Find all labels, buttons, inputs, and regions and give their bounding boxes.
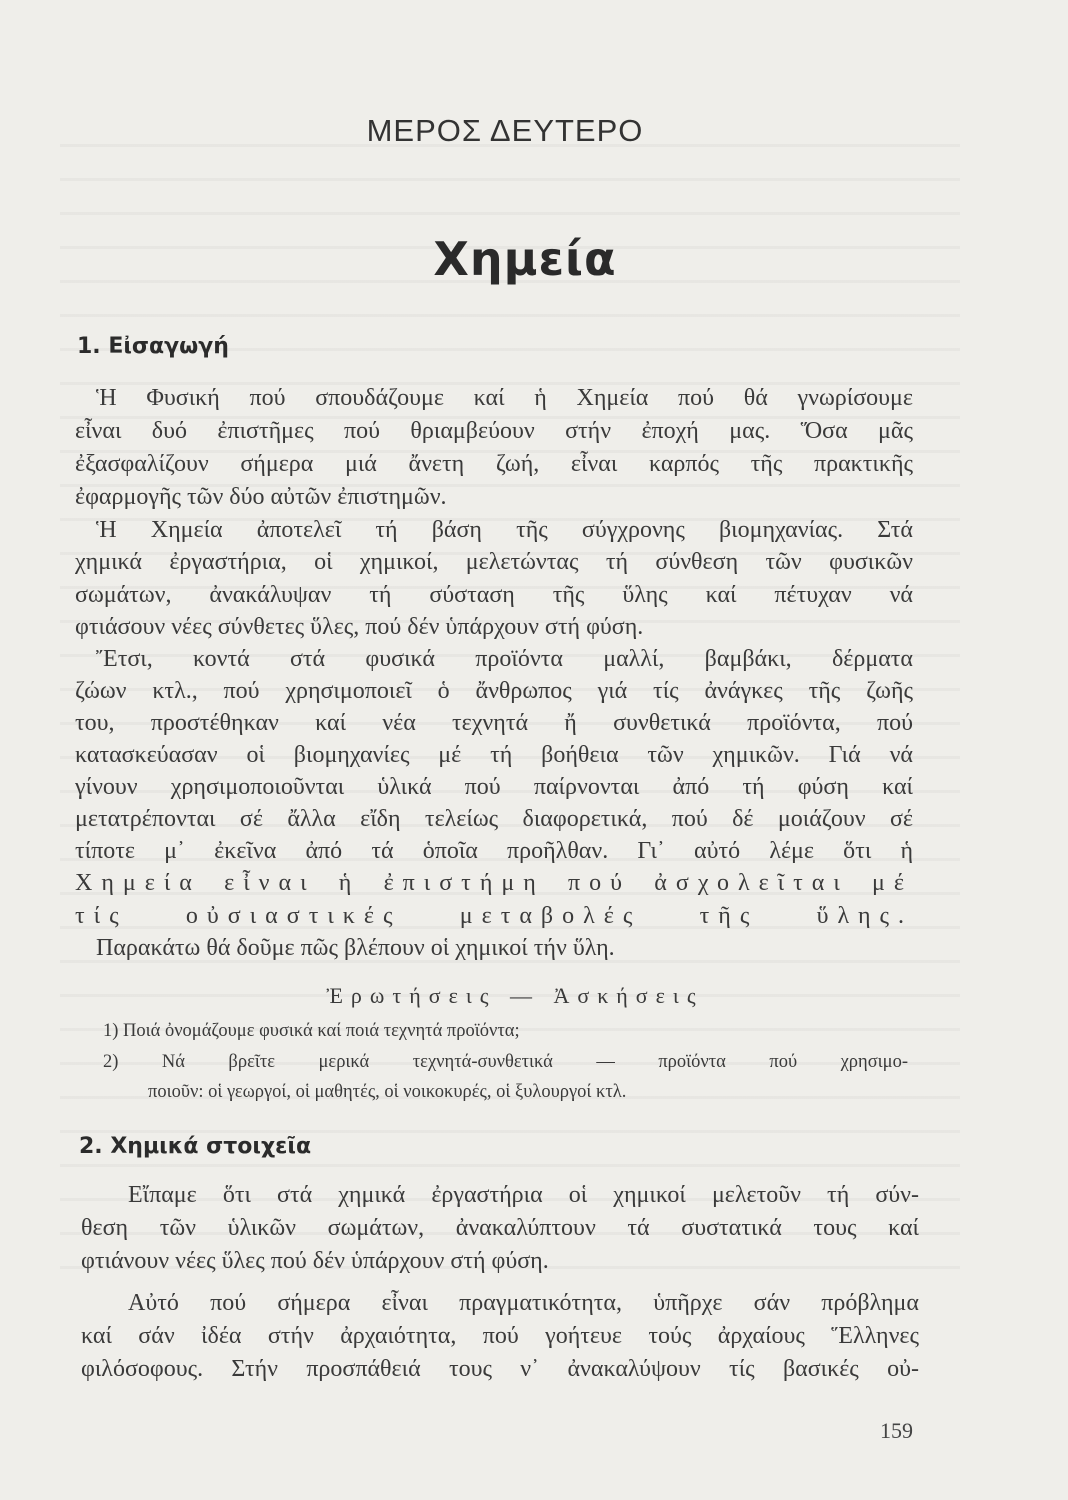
paragraph-line: Εἴπαμε ὅτι στά χημικά ἐργαστήρια οἱ χημικοί μελετοῦν τή σύν- (128, 1182, 919, 1208)
chapter-title: Χημεία (433, 232, 617, 286)
paragraph-line: κατασκεύασαν οἱ βιομηχανίες μέ τή βοήθεια τῶν χημικῶν. Γιά νά (75, 742, 913, 768)
paragraph-line: εἶναι δυό ἐπιστῆμες πού θριαμβεύουν στήν ἐποχή μας. Ὅσα μᾶς (75, 418, 913, 444)
paragraph-line: φτιάσουν νέες σύνθετες ὕλες, πού δέν ὑπάρχουν στή φύση. (75, 614, 644, 640)
paragraph-line-emphasis: τίς οὐσιαστικές μεταβολές τῆς ὕλης. (75, 903, 913, 929)
paragraph-line: γίνουν χρησιμοποιοῦνται ὑλικά πού παίρνονται ἀπό τή φύση καί (75, 774, 913, 800)
paragraph-line: θεση τῶν ὑλικῶν σωμάτων, ἀνακαλύπτουν τά συστατικά τους καί (81, 1215, 919, 1241)
paragraph-line: τίποτε μ᾽ ἐκεῖνα ἀπό τά ὁποῖα προῆλθαν. Γι᾽ αὐτό λέμε ὅτι ἡ (75, 838, 913, 864)
paragraph-line: χημικά ἐργαστήρια, οἱ χημικοί, μελετώντας τή σύνθεση τῶν φυσικῶν (75, 549, 913, 575)
paragraph-line: σωμάτων, ἀνακάλυψαν τή σύσταση τῆς ὕλης καί πέτυχαν νά (75, 582, 913, 608)
exercise-item-continuation: ποιοῦν: οἱ γεωργοί, οἱ μαθητές, οἱ νοικοκυρές, οἱ ξυλουργοί κτλ. (148, 1082, 627, 1102)
paragraph-line: Ἡ Φυσική πού σπουδάζουμε καί ἡ Χημεία πού θά γνωρίσουμε (96, 385, 913, 411)
part-title: ΜΕΡΟΣ ΔΕΥΤΕΡΟ (366, 113, 644, 148)
exercise-item: 2) Νά βρεῖτε μερικά τεχνητά-συνθετικά — προϊόντα πού χρησιμο- (103, 1052, 908, 1072)
paragraph-line: Ἡ Χημεία ἀποτελεῖ τή βάση τῆς σύγχρονης βιομηχανίας. Στά (96, 517, 913, 543)
paragraph-line: ζώων κτλ., πού χρησιμοποιεῖ ὁ ἄνθρωπος γιά τίς ἀνάγκες τῆς ζωῆς (75, 678, 913, 704)
page-number: 159 (880, 1418, 913, 1443)
section-1-heading: 1. Εἰσαγωγή (77, 334, 229, 359)
paragraph-line: ἐφαρμογῆς τῶν δύο αὐτῶν ἐπιστημῶν. (75, 484, 447, 510)
paragraph-line: του, προστέθηκαν καί νέα τεχνητά ἤ συνθετικά προϊόντα, πού (75, 710, 913, 736)
paragraph-line: Παρακάτω θά δοῦμε πῶς βλέπουν οἱ χημικοί τήν ὕλη. (96, 935, 615, 961)
exercise-item: 1) Ποιά ὀνομάζουμε φυσικά καί ποιά τεχνητά προϊόντα; (103, 1021, 520, 1041)
paragraph-line: φιλόσοφους. Στήν προσπάθειά τους ν᾽ ἀνακαλύψουν τίς βασικές οὐ- (81, 1356, 919, 1382)
exercises-title: Ἐρωτήσεις — Ἀσκήσεις (326, 983, 704, 1008)
paragraph-line-emphasis: Χημεία εἶναι ἡ ἐπιστήμη πού ἀσχολεῖται μέ (75, 870, 913, 896)
paragraph-line: Αὐτό πού σήμερα εἶναι πραγματικότητα, ὑπῆρχε σάν πρόβλημα (128, 1290, 919, 1316)
paragraph-line: καί σάν ἰδέα στήν ἀρχαιότητα, πού γοήτευε τούς ἀρχαίους Ἕλληνες (81, 1323, 919, 1349)
paragraph-line: Ἔτσι, κοντά στά φυσικά προϊόντα μαλλί, βαμβάκι, δέρματα (96, 646, 913, 672)
section-2-heading: 2. Χημικά στοιχεῖα (79, 1134, 312, 1159)
paragraph-line: μετατρέπονται σέ ἄλλα εἴδη τελείως διαφορετικά, πού δέ μοιάζουν σέ (75, 806, 913, 832)
paragraph-line: φτιάνουν νέες ὕλες πού δέν ὑπάρχουν στή φύση. (81, 1248, 549, 1274)
paragraph-line: ἐξασφαλίζουν σήμερα μιά ἄνετη ζωή, εἶναι καρπός τῆς πρακτικῆς (75, 451, 913, 477)
